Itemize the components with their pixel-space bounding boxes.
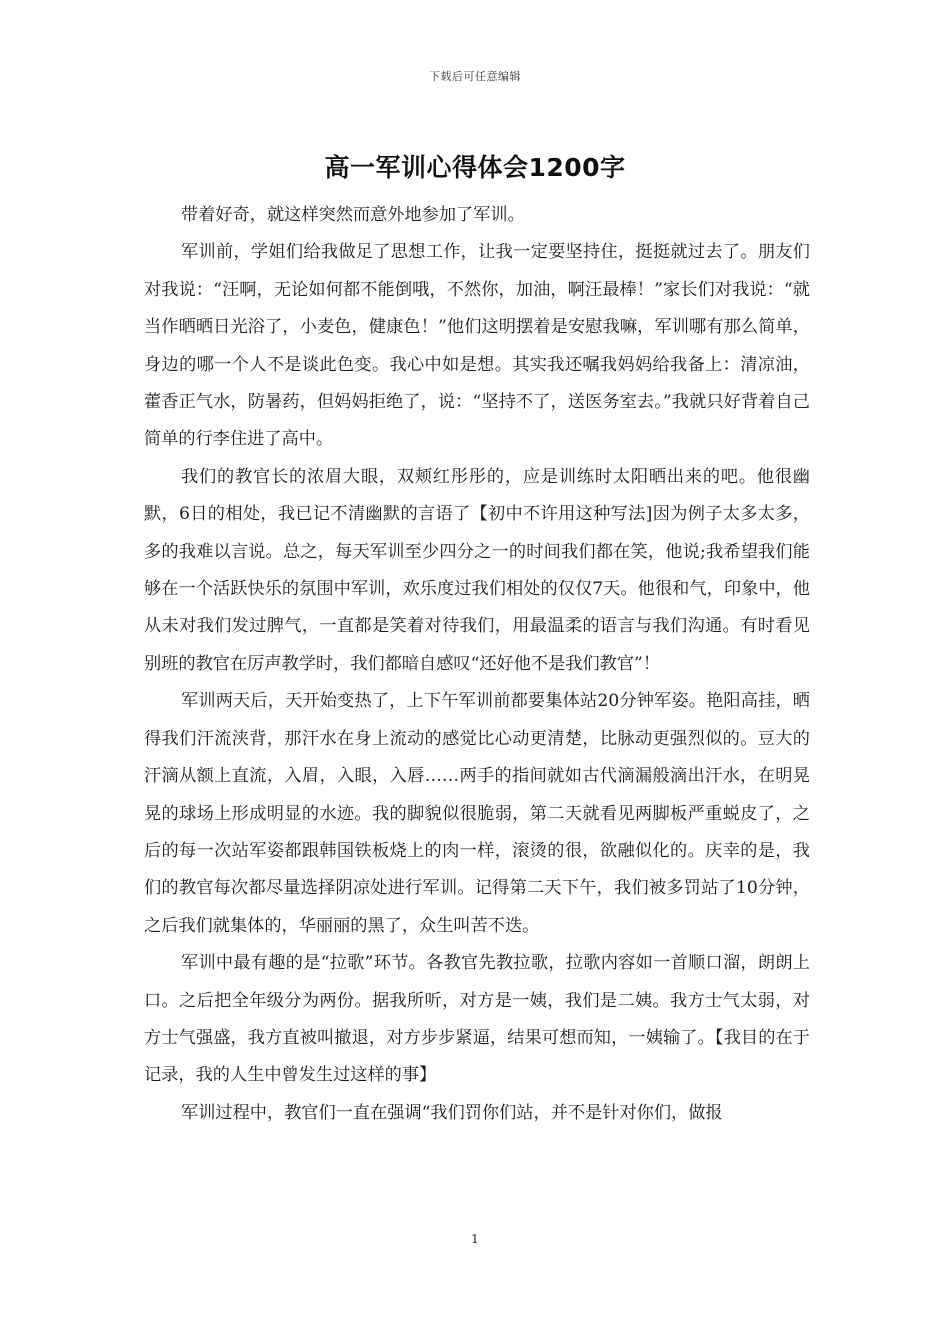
paragraph: 军训前，学姐们给我做足了思想工作，让我一定要坚持住，挺挺就过去了。朋友们对我说：“汪啊，无论如何都不能倒哦，不然你，加油，啊汪最棒！”家长们对我说：“就当作晒晒日光浴了，小麦色，健康色！”他们这明摆着是安慰我嘛，军训哪有那么简单，身边的哪一个人不是谈此色变。我心中如是想。其实我还嘱我妈妈给我备上：清凉油，藿香正气水，防暑药，但妈妈拒绝了，说：“坚持不了，送医务室去。”我就只好背着自己简单的行李住进了高中。 <box>144 242 810 450</box>
paragraph: 带着好奇，就这样突然而意外地参加了军训。 <box>181 205 525 225</box>
paragraph: 军训过程中，教官们一直在强调“我们罚你们站，并不是针对你们，做报 <box>181 1102 723 1123</box>
header-note: 下载后可任意编辑 <box>429 70 521 83</box>
paragraph: 我们的教官长的浓眉大眼，双颊红彤彤的，应是训练时太阳晒出来的吧。他很幽默，6日的相处，我已记不清幽默的言语了【初中不许用这种写法]因为例子太多太多，多的我难以言说。总之，每天军训至少四分之一的时间我们都在笑，他说;我希望我们能够在一个活跃快乐的氛围中军训，欢乐度过我们相处的仅仅7天。他很和气，印象中，他从未对我们发过脾气，一直都是笑着对待我们，用最温柔的语言与我们沟通。有时看见别班的教官在厉声教学时，我们都暗自感叹“还好他不是我们教官”！ <box>144 466 810 674</box>
document-body <box>144 197 810 1132</box>
paragraph: 军训两天后，天开始变热了，上下午军训前都要集体站20分钟军姿。艳阳高挂，晒得我们汗流浃背，那汗水在身上流动的感觉比心动更清楚，比脉动更强烈似的。豆大的汗滴从额上直流，入眉，入眼，入唇……两手的指间就如古代滴漏般滴出汗水，在明晃晃的球场上形成明显的水迹。我的脚貌似很脆弱，第二天就看见两脚板严重蜕皮了，之后的每一次站军姿都跟韩国铁板烧上的肉一样，滚烫的很，欲融似化的。庆幸的是，我们的教官每次都尽量选择阴凉处进行军训。记得第二天下午，我们被多罚站了10分钟，之后我们就集体的，华丽丽的黑了，众生叫苦不迭。 <box>144 691 810 936</box>
page-number: 1 <box>471 1232 479 1246</box>
paragraph: 军训中最有趣的是“拉歌”环节。各教官先教拉歌，拉歌内容如一首顺口溜，朗朗上口。之后把全年级分为两份。据我所听，对方是一姨，我们是二姨。我方士气太弱，对方士气强盛，我方直被叫撤退，对方步步紧逼，结果可想而知，一姨输了。【我目的在于记录，我的人生中曾发生过这样的事】 <box>144 953 810 1086</box>
document-title: 高一军训心得体会1200字 <box>324 153 626 182</box>
